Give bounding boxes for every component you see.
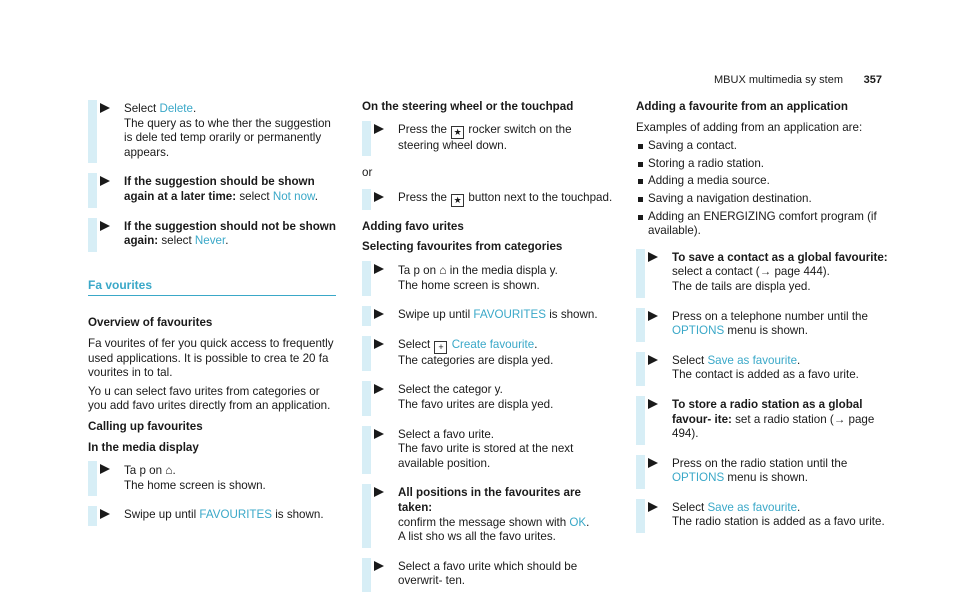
examples-intro: Examples of adding from an application are:	[636, 120, 863, 134]
step-condition: To store a radio station as a global favour‐ ite:	[672, 397, 863, 426]
step-arrow-icon	[374, 561, 384, 571]
step-arrow-icon	[374, 384, 384, 394]
step-text-end: in the media displa y.	[446, 263, 558, 277]
selecting-heading: Selecting favourites from categories	[362, 240, 563, 254]
step-arrow-icon	[100, 221, 110, 231]
step-arrow-icon	[374, 309, 384, 319]
step-text: Select	[124, 102, 160, 115]
step-tap-home	[362, 261, 614, 296]
step-text-end: menu is shown.	[724, 324, 808, 338]
step-text-end: button next to the touchpad.	[465, 190, 613, 204]
list-item: Adding an ENERGIZING comfort program (if available).	[636, 210, 888, 239]
step-store-radio	[636, 396, 888, 445]
step-text: select a contact (→ page 444).	[672, 265, 830, 279]
list-item: Saving a navigation destination.	[636, 192, 888, 207]
column-2	[362, 100, 614, 602]
list-item: Storing a radio station.	[636, 157, 888, 172]
step-text-end: .	[534, 337, 538, 351]
step-result: The favo urite is stored at the next available position.	[398, 442, 574, 470]
step-arrow-icon	[100, 176, 110, 186]
step-press-button	[362, 189, 614, 210]
step-text: Swipe up until	[398, 308, 474, 322]
ok-link[interactable]: OK	[569, 515, 587, 529]
step-result: The favo urites are displa yed.	[398, 397, 554, 411]
step-swipe-favourites	[362, 306, 614, 326]
step-all-positions-taken	[362, 484, 614, 547]
step-arrow-icon	[648, 252, 658, 262]
step-text: Press the	[398, 190, 451, 204]
step-text: Ta p on	[124, 464, 166, 478]
step-select-save	[636, 352, 888, 386]
step-text: Select	[672, 353, 708, 367]
step-result: The radio station is added as a favo urite.	[672, 515, 885, 529]
step-select-category	[362, 381, 614, 415]
step-arrow-icon	[648, 355, 658, 365]
overview-paragraph-2: Yo u can select favo urites from categories or you add favo urites directly from an application.	[88, 384, 331, 413]
step-select-delete	[88, 100, 336, 163]
step-show-again	[88, 173, 336, 207]
step-text: Select	[398, 337, 434, 351]
page-number: 357	[863, 74, 882, 86]
step-arrow-icon	[374, 487, 384, 497]
step-arrow-icon	[100, 464, 110, 474]
step-save-contact	[636, 249, 888, 298]
step-arrow-icon	[374, 339, 384, 349]
steering-heading: On the steering wheel or the touchpad	[362, 100, 574, 113]
step-text: select	[236, 189, 273, 203]
options-link[interactable]: OPTIONS	[672, 324, 725, 338]
step-arrow-icon	[100, 103, 110, 113]
save-as-favourite-link[interactable]: Save as favourite	[707, 353, 798, 367]
app-heading: Adding a favourite from an application	[636, 100, 848, 113]
step-text: Ta p on	[398, 263, 440, 277]
step-arrow-icon	[648, 311, 658, 321]
star-icon: ★	[451, 126, 464, 139]
step-text-end: .	[172, 464, 176, 478]
step-text: Press on the radio station until the	[672, 456, 848, 470]
step-text: Swipe up until	[124, 508, 200, 522]
step-text: Select a favo urite.	[398, 427, 495, 441]
step-text-end: .	[225, 234, 229, 248]
favourites-link[interactable]: FAVOURITES	[199, 508, 272, 522]
step-condition: If the suggestion should be shown again at a later time:	[124, 175, 315, 203]
step-result: The categories are displa yed.	[398, 353, 554, 367]
or-text: or	[362, 166, 373, 180]
step-text-end: is shown.	[546, 308, 598, 322]
step-create-favourite	[362, 336, 614, 372]
step-text: select	[158, 234, 195, 248]
list-item: Adding a media source.	[636, 174, 888, 189]
step-text-end: .	[586, 515, 590, 529]
step-text: Select the categor y.	[398, 383, 503, 397]
step-text-end: .	[797, 353, 801, 367]
running-title: MBUX multimedia sy stem	[714, 74, 843, 86]
overview-paragraph-1: Fa vourites of fer you quick access to frequently used applications. It is possible to crea te 20 fa vourites in to tal.	[88, 336, 334, 380]
step-condition: To save a contact as a global favourite:	[672, 250, 888, 264]
step-text: Select a favo urite which should be overwrit‐ ten.	[398, 559, 578, 588]
options-link[interactable]: OPTIONS	[672, 471, 725, 485]
step-result: The home screen is shown.	[124, 478, 266, 492]
plus-icon: +	[434, 341, 447, 354]
step-result: The home screen is shown.	[398, 278, 540, 292]
step-select-favourite	[362, 426, 614, 475]
not-now-link[interactable]: Not now	[272, 189, 315, 203]
star-icon: ★	[451, 194, 464, 207]
never-link[interactable]: Never	[194, 234, 226, 248]
step-arrow-icon	[374, 124, 384, 134]
step-select-overwrite	[362, 558, 614, 592]
media-display-heading: In the media display	[88, 440, 199, 454]
step-text: Press the	[398, 122, 451, 136]
step-arrow-icon	[374, 264, 384, 274]
overview-heading: Overview of favourites	[88, 316, 213, 330]
step-tap-home	[88, 461, 336, 496]
column-1	[88, 100, 336, 536]
step-text-end: rocker switch on the steering wheel down.	[398, 122, 572, 152]
step-result: A list sho ws all the favo urites.	[398, 530, 556, 544]
step-condition: If the suggestion should not be shown again:	[124, 219, 336, 248]
section-title: Fa vourites	[88, 278, 336, 297]
step-result: The contact is added as a favo urite.	[672, 368, 859, 382]
step-press-rocker	[362, 121, 614, 157]
step-text-end: is shown.	[272, 508, 324, 522]
step-arrow-icon	[100, 509, 110, 519]
delete-link[interactable]: Delete	[159, 102, 193, 115]
list-item: Saving a contact.	[636, 139, 888, 154]
step-text-end: menu is shown.	[724, 471, 808, 485]
step-arrow-icon	[648, 399, 658, 409]
step-text-end: .	[797, 500, 801, 514]
adding-heading: Adding favo urites	[362, 219, 464, 233]
step-arrow-icon	[374, 429, 384, 439]
step-text: set a radio station (→ page 494).	[672, 412, 875, 441]
examples-list	[636, 139, 888, 239]
step-text: Select	[672, 500, 708, 514]
step-condition: All positions in the favourites are taken:	[398, 486, 581, 514]
home-icon: ⌂	[439, 262, 447, 277]
step-press-radio	[636, 455, 888, 489]
favourites-link[interactable]: FAVOURITES	[473, 308, 546, 322]
step-arrow-icon	[374, 192, 384, 202]
column-3	[636, 100, 888, 543]
step-arrow-icon	[648, 502, 658, 512]
step-never	[88, 218, 336, 252]
step-swipe-favourites	[88, 506, 336, 526]
step-select-save-radio	[636, 499, 888, 533]
create-favourite-link[interactable]: Create favourite	[451, 337, 535, 351]
save-as-favourite-link[interactable]: Save as favourite	[707, 500, 798, 514]
calling-heading: Calling up favourites	[88, 419, 203, 433]
step-text: confirm the message shown with	[398, 515, 570, 529]
step-press-number	[636, 308, 888, 342]
step-text: Press on a telephone number until the	[672, 309, 868, 323]
step-result: The de tails are displa yed.	[672, 279, 811, 293]
step-result: The query as to whe ther the suggestion is dele ted temp orarily or permanently appears.	[124, 116, 331, 159]
home-icon: ⌂	[165, 463, 173, 478]
step-text-end: .	[314, 189, 318, 203]
step-arrow-icon	[648, 458, 658, 468]
step-text-end: .	[192, 102, 197, 115]
